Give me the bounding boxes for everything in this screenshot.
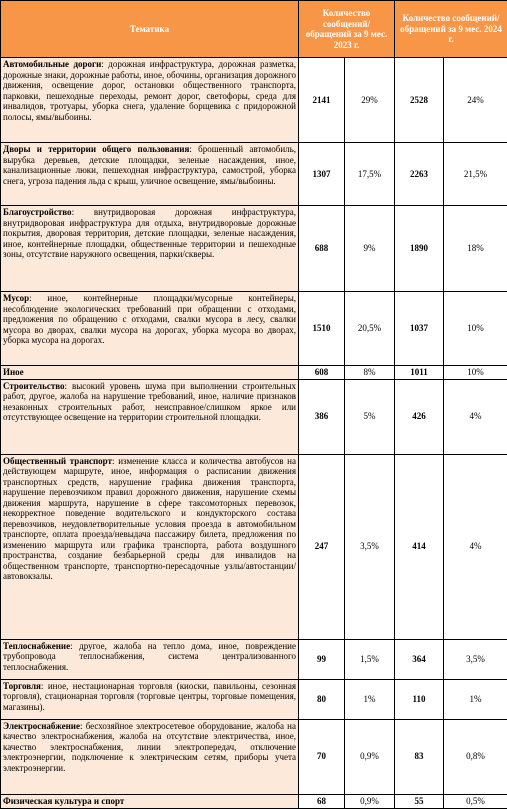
table-row: [1, 366, 507, 380]
count-2024: 110: [395, 679, 444, 719]
topic-details: : внутридворовая дорожная инфраструктура, внутридворовая инфраструктура для отдыха, внутридворовые дорожные покрытия, дворовая территория, детские площадки, зеленые насаждения, иное, контейнерные площадки, общественные территории и пешеходные зоны, отсутствие наружного освещения, парки/скверы.: [3, 207, 296, 259]
topic-details: : иное, нестационарная торговля (киоски, павильоны, сезонная торговля), стационарная торговля (торговые центры, торговые помещения, магазины).: [3, 680, 296, 712]
share-2024: 24%: [444, 58, 507, 143]
share-2023: 17,5%: [345, 143, 395, 206]
share-2023: 8%: [345, 366, 395, 380]
share-2024: 0,5%: [444, 794, 507, 808]
topic-title: Мусор: [3, 293, 30, 303]
topic-title: Торговля: [3, 680, 41, 691]
count-2024: 2263: [395, 143, 444, 206]
count-2024: 364: [395, 639, 444, 679]
table-row: [1, 794, 507, 808]
topic-cell: [1, 206, 299, 292]
table-row: [1, 143, 507, 206]
share-2023: 0,9%: [345, 794, 395, 808]
topic-title: Теплоснабжение: [3, 640, 71, 651]
share-2024: 10%: [444, 292, 507, 366]
share-2024: 4%: [444, 454, 507, 639]
topic-title: Электроснабжение: [3, 720, 80, 731]
count-2023: 70: [299, 719, 345, 794]
table-header: [1, 1, 507, 58]
topic-cell: [1, 454, 299, 639]
table-row: [1, 292, 507, 366]
topic-cell: [1, 679, 299, 719]
count-2023: 2141: [299, 58, 345, 143]
count-2023: 608: [299, 366, 345, 380]
count-2023: 1510: [299, 292, 345, 366]
topic-details: : другое, жалоба на тепло дома, иное, повреждение трубопровода теплоснабжения, система централизованного теплоснабжения.: [3, 640, 296, 672]
topic-details: : иное, контейнерные площадки/мусорные контейнеры, несоблюдение экологических требований при обращении с отходами, предложения по обращению с отходами, свалки мусора в лесу, свалки мусора во дворах, свалки мусора на дорогах, уборка мусора во дворах, уборка мусора на дорогах.: [3, 293, 296, 345]
count-2024: 1037: [395, 292, 444, 366]
count-2024: 55: [395, 794, 444, 808]
share-2023: 29%: [345, 58, 395, 143]
topic-details: : изменение класса и количества автобусов на действующем маршруте, иное, информация о расписании движения транспортных средств, нарушение графика движения транспорта, нарушение перевозчиком правил дорожного движения, нарушение схемы движения маршрута, нарушение в сфере таксомоторных перевозок, некорректное поведение водительского и кондукторского состава перевозчиков, неудовлетворительные условия проезда в автомобильном транспорте, оплата проезда/невыдача пассажиру билета, предложения по изменению маршрута или графика транспорта, работа воздушного пространства, создание безбарьерной среды для инвалидов на общественном транспорте, транспортно-пересадочные узлы/автостанции/автовокзалы.: [3, 455, 296, 581]
topic-title: Иное: [3, 367, 24, 377]
count-2023: 1307: [299, 143, 345, 206]
share-2023: 0,9%: [345, 719, 395, 794]
table-row: [1, 719, 507, 794]
topic-details: : дорожная инфраструктура, дорожная разметка, дорожные знаки, дорожные работы, иное, обочины, организация дорожного движения, освещение дорог, остановки общественного транспорта, парковки, пешеходные переходы, ремонт дорог, светофоры, среда для инвалидов, тротуары, уборка снега, удаление борщевика с придорожной полосы, ямы/выбоины.: [3, 59, 296, 122]
table-row: [1, 679, 507, 719]
table-row: [1, 454, 507, 639]
share-2023: 20,5%: [345, 292, 395, 366]
topic-details: : брошенный автомобиль, вырубка деревьев, детские площадки, зеленые насаждения, иное, канализационные люки, пешеходная инфраструктура, самострой, уборка снега, угроза падения льда с крыш, уличное освещение, ямы/выбоины.: [3, 144, 296, 186]
topic-title: Общественный транспорт: [3, 455, 112, 466]
share-2024: 4%: [444, 379, 507, 454]
topic-cell: [1, 366, 299, 380]
count-2024: 1011: [395, 366, 444, 380]
share-2023: 3,5%: [345, 454, 395, 639]
share-2023: 1,5%: [345, 639, 395, 679]
count-2023: 68: [299, 794, 345, 808]
header-count-2024: Количество сообщений/ обращений за 9 мес. 2024 г.: [395, 1, 507, 58]
topic-title: Автомобильные дороги: [3, 59, 102, 69]
header-row: [1, 1, 507, 58]
table-row: [1, 639, 507, 679]
share-2023: 5%: [345, 379, 395, 454]
topic-details: : высокий уровень шума при выполнении строительных работ, другое, жалоба на нарушение требований, иное, наличие признаков незаконных строительных работ, неисправное/слишком яркое или отсутствующее освещение на территории строительной площадки.: [3, 380, 296, 422]
count-2023: 688: [299, 206, 345, 292]
header-count-2023: Количество сообщений/ обращений за 9 мес. 2023 г.: [299, 1, 395, 58]
topic-details: : бесхозяйное электросетевое оборудование, жалоба на качество электроснабжения, жалоба на отсутствие электричества, иное, качество электроснабжения, линии электропередач, отключение электроэнергии, подключение к электрическим сетям, приборы учета электроэнергии.: [3, 720, 296, 773]
count-2023: 247: [299, 454, 345, 639]
topic-cell: [1, 639, 299, 679]
topic-cell: [1, 58, 299, 143]
count-2024: 1890: [395, 206, 444, 292]
count-2024: 83: [395, 719, 444, 794]
table-row: [1, 379, 507, 454]
count-2024: 426: [395, 379, 444, 454]
topic-cell: [1, 143, 299, 206]
topic-cell: [1, 719, 299, 794]
table-body: [1, 58, 507, 809]
topic-cell: [1, 794, 299, 808]
topic-title: Физическая культура и спорт: [3, 795, 125, 806]
share-2024: 21,5%: [444, 143, 507, 206]
share-2024: 10%: [444, 366, 507, 380]
topic-cell: [1, 379, 299, 454]
share-2024: 3,5%: [444, 639, 507, 679]
count-2024: 414: [395, 454, 444, 639]
share-2024: 18%: [444, 206, 507, 292]
header-topic: Тематика: [1, 1, 299, 58]
topic-title: Строительство: [3, 380, 65, 391]
share-2023: 9%: [345, 206, 395, 292]
table-row: [1, 206, 507, 292]
topic-title: Дворы и территории общего пользования: [3, 144, 190, 154]
share-2023: 1%: [345, 679, 395, 719]
table-row: [1, 58, 507, 143]
count-2023: 99: [299, 639, 345, 679]
count-2023: 80: [299, 679, 345, 719]
share-2024: 0,8%: [444, 719, 507, 794]
share-2024: 1%: [444, 679, 507, 719]
topic-title: Благоустройство: [3, 207, 72, 217]
count-2023: 386: [299, 379, 345, 454]
topic-cell: [1, 292, 299, 366]
count-2024: 2528: [395, 58, 444, 143]
